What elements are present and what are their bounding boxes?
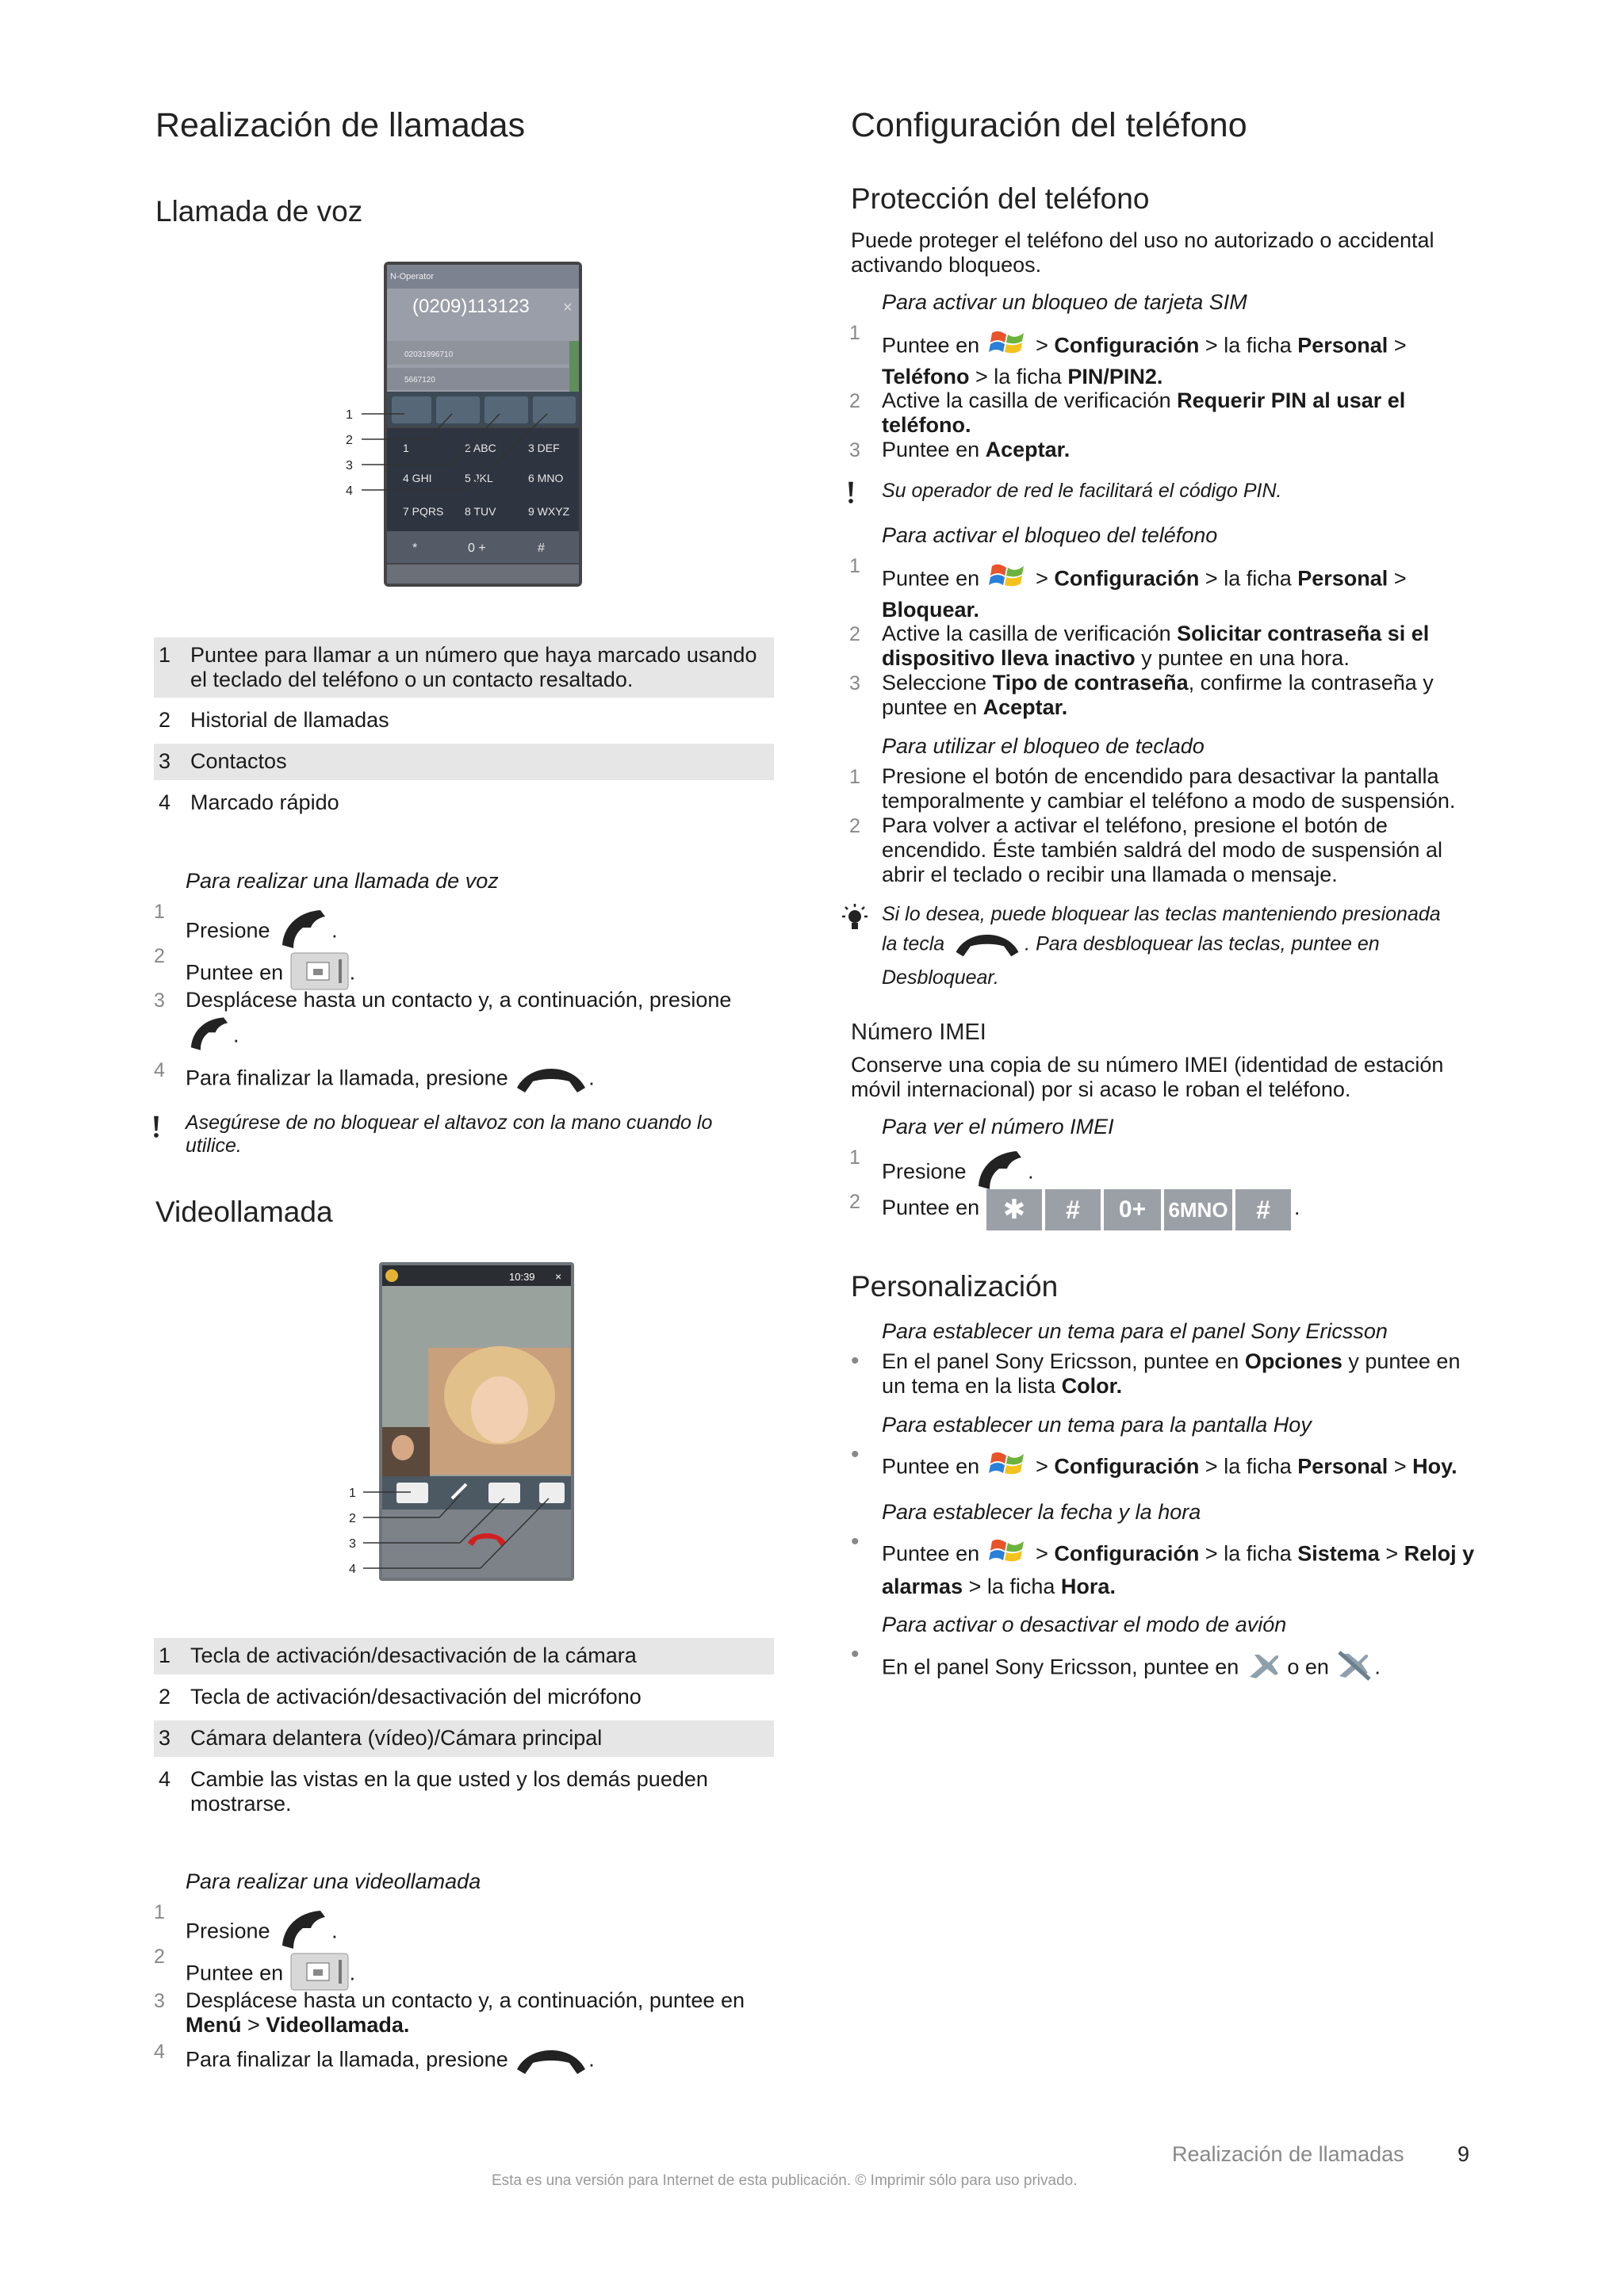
end-call-key-icon	[514, 2039, 588, 2083]
key-hash: #	[1235, 1189, 1291, 1230]
lock-step-2: Active la casilla de verificación Solicitar contraseña si el dispositivo lleva inactivo y puntee en una hora.	[882, 622, 1430, 670]
date-step: Puntee en > Configuración > la ficha Sistema > Reloj y	[882, 1535, 1500, 1575]
call-key-icon	[186, 1013, 233, 1060]
video-legend-row	[154, 1762, 774, 1822]
airplane-mode-on-icon	[1245, 1648, 1281, 1689]
keypad-key-2: 2 ABC	[465, 442, 496, 454]
video-legend-row	[154, 1720, 774, 1757]
callout-3: 3	[349, 1537, 356, 1551]
theme-task-title: Para establecer un tema para el panel Sony Ericsson	[882, 1319, 1388, 1343]
keypad-key-5: 5 JKL	[465, 472, 493, 484]
step-number: 2	[154, 1946, 165, 1968]
legend-text: Historial de llamadas	[190, 708, 389, 732]
sim-step-3: Puntee en Aceptar.	[882, 438, 1071, 461]
voice-step-4: Para finalizar la llamada, presione .	[186, 1058, 595, 1101]
date-task-title: Para establecer la fecha y la hora	[882, 1500, 1201, 1524]
plane-step: En el panel Sony Ericsson, puntee en o en .	[882, 1647, 1381, 1689]
sim-step-1: Puntee en > Configuración > la ficha Personal >	[882, 327, 1492, 367]
legend-number: 3	[159, 1726, 171, 1750]
video-step-2: Puntee en .	[186, 1952, 355, 1997]
call-key-icon	[276, 907, 331, 957]
keypad-key-8: 8 TUV	[465, 505, 496, 518]
video-step-3: Desplácese hasta un contacto y, a continuación, puntee en Menú > Videollamada.	[186, 1988, 745, 2037]
svg-text:×: ×	[563, 299, 573, 316]
today-step: Puntee en > Configuración > la ficha Personal > Hoy.	[882, 1448, 1457, 1488]
bullet: •	[851, 1529, 860, 1555]
keypad-key-star: *	[412, 541, 418, 555]
key-zero: 0+	[1104, 1189, 1161, 1230]
video-legend-row	[154, 1638, 774, 1674]
step-number: 1	[849, 555, 860, 577]
keypad-tip-line-3: Desbloquear.	[882, 966, 999, 989]
step-number: 1	[849, 766, 860, 788]
windows-start-icon	[989, 1448, 1027, 1488]
video-legend-row	[154, 1679, 774, 1716]
keypad-step-2: Para volver a activar el teléfono, presione el botón de encendido. Éste también saldrá del modo de suspensión al abrir el teclado o recibir una llamada o mensaje.	[882, 813, 1442, 886]
voice-step-1: Presione .	[186, 907, 338, 957]
video-task-title: Para realizar una videollamada	[186, 1869, 481, 1893]
windows-start-icon	[989, 327, 1027, 367]
sim-task-title: Para activar un bloqueo de tarjeta SIM	[882, 290, 1247, 314]
video-step-1: Presione .	[186, 1908, 338, 1957]
protection-intro: Puede proteger el teléfono del uso no autorizado o accidental activando bloqueos.	[851, 228, 1434, 277]
bullet: •	[851, 1641, 860, 1667]
bullet: •	[851, 1348, 860, 1374]
end-call-key-icon	[514, 1058, 588, 1101]
phone-history-row-1: 02031996710	[404, 350, 454, 359]
keypad-tip-line-1: Si lo desea, puede bloquear las teclas manteniendo presionada	[882, 903, 1441, 925]
step-number: 1	[849, 1146, 860, 1169]
windows-start-icon	[989, 560, 1027, 600]
step-number: 3	[154, 989, 165, 1012]
sim-note: Su operador de red le facilitará el código PIN.	[882, 480, 1282, 502]
keypad-tip-line-2: la tecla . Para desbloquear las teclas, puntee en	[882, 924, 1380, 966]
end-call-key-icon	[950, 924, 1025, 966]
step-number: 3	[849, 672, 860, 695]
personalization-heading: Personalización	[851, 1270, 1059, 1303]
keypad-key-6: 6 MNO	[528, 472, 564, 484]
legend-number: 4	[159, 790, 171, 814]
imei-step-2: Puntee en	[882, 1196, 980, 1219]
legend-text: Tecla de activación/desactivación de la cámara	[190, 1644, 637, 1667]
section-title-calls: Realización de llamadas	[155, 106, 526, 144]
windows-start-icon	[989, 1535, 1027, 1575]
legend-number: 1	[159, 643, 171, 667]
voice-task-title: Para realizar una llamada de voz	[186, 869, 499, 893]
lock-step-3: Seleccione Tipo de contraseña, confirme la contraseña y puntee en Aceptar.	[882, 671, 1434, 719]
call-key-icon	[276, 1908, 331, 1957]
step-number: 4	[154, 2041, 165, 2063]
lock-task-title: Para activar el bloqueo del teléfono	[882, 523, 1218, 547]
keypad-key-4: 4 GHI	[403, 472, 432, 484]
exclamation-icon	[152, 1112, 160, 1143]
step-number: 2	[849, 623, 860, 645]
today-task-title: Para establecer un tema para la pantalla Hoy	[882, 1413, 1312, 1437]
voice-step-3: Desplácese hasta un contacto y, a continuación, presione	[186, 988, 732, 1012]
phone-number-display: (0209)113123	[412, 296, 530, 317]
footer-section-name: Realización de llamadas	[1172, 2142, 1404, 2166]
lock-step-1: Puntee en > Configuración > la ficha Personal >	[882, 560, 1492, 600]
step-number: 3	[154, 1990, 165, 2012]
video-call-phone-image	[341, 1261, 587, 1594]
callout-3: 3	[346, 459, 353, 473]
voice-legend-row	[154, 702, 774, 739]
imei-heading: Número IMEI	[851, 1020, 986, 1045]
keypad-task-title: Para utilizar el bloqueo de teclado	[882, 734, 1205, 758]
legend-text: Cambie las vistas en la que usted y los demás pueden mostrarse.	[190, 1767, 708, 1816]
voice-legend-row	[154, 785, 774, 821]
keypad-step-1: Presione el botón de encendido para desactivar la pantalla temporalmente y cambiar el teléfono a modo de suspensión.	[882, 764, 1456, 813]
legend-number: 2	[159, 1685, 171, 1709]
imei-step-1: Presione .	[882, 1148, 1034, 1198]
plane-task-title: Para activar o desactivar el modo de avión	[882, 1613, 1287, 1636]
lightbulb-tip-icon	[839, 902, 871, 937]
step-number: 3	[849, 439, 860, 461]
key-hash: #	[1045, 1189, 1101, 1230]
section-title-settings: Configuración del teléfono	[851, 106, 1247, 144]
keypad-key-1: 1	[403, 442, 409, 454]
callout-4: 4	[349, 1563, 356, 1576]
video-step-4: Para finalizar la llamada, presione .	[186, 2039, 595, 2083]
voice-call-heading: Llamada de voz	[155, 195, 363, 228]
step-number: 1	[849, 322, 860, 344]
legend-text: Marcado rápido	[190, 790, 339, 814]
theme-step: En el panel Sony Ericsson, puntee en Opciones y puntee en un tema en la lista Color.	[882, 1349, 1461, 1398]
step-number: 1	[154, 901, 165, 923]
imei-task-title: Para ver el número IMEI	[882, 1115, 1114, 1138]
imei-key-sequence	[986, 1189, 1291, 1230]
step-number: 2	[849, 390, 860, 412]
step-number: 1	[154, 1901, 165, 1923]
svg-text:×: ×	[555, 1270, 562, 1283]
voice-step-2: Puntee en .	[186, 951, 355, 997]
exclamation-icon	[847, 477, 855, 509]
voice-note: Asegúrese de no bloquear el altavoz con la mano cuando lo utilice.	[186, 1112, 713, 1157]
voice-legend-row	[154, 744, 774, 780]
voice-legend-row	[154, 637, 774, 698]
date-step-cont: alarmas > la ficha Hora.	[882, 1575, 1116, 1598]
video-status-time: 10:39	[509, 1271, 535, 1283]
legend-number: 4	[159, 1767, 171, 1791]
callout-1: 1	[346, 408, 353, 422]
phone-history-row-2: 5667120	[404, 376, 435, 385]
legend-text: Cámara delantera (vídeo)/Cámara principal	[190, 1726, 603, 1750]
callout-2: 2	[346, 434, 353, 447]
keypad-key-hash: #	[538, 541, 545, 555]
keypad-key-3: 3 DEF	[528, 442, 560, 454]
video-call-heading: Videollamada	[155, 1196, 333, 1228]
voice-call-phone-image	[333, 262, 595, 595]
step-number: 2	[849, 1191, 860, 1213]
callout-2: 2	[349, 1512, 356, 1525]
keypad-key-9: 9 WXYZ	[528, 505, 570, 518]
footer-notice: Esta es una versión para Internet de esta publicación. © Imprimir sólo para uso privado.	[492, 2172, 1078, 2189]
airplane-mode-off-icon	[1335, 1647, 1374, 1689]
legend-text: Contactos	[190, 749, 287, 773]
sim-step-2: Active la casilla de verificación Requerir PIN al usar el teléfono.	[882, 388, 1406, 437]
voice-step-3-icon: .	[186, 1013, 239, 1060]
keypad-key-7: 7 PQRS	[403, 505, 444, 518]
legend-text: Tecla de activación/desactivación del micrófono	[190, 1685, 642, 1709]
step-number: 2	[154, 945, 165, 967]
imei-intro: Conserve una copia de su número IMEI (identidad de estación móvil internacional) por si acaso le roban el teléfono.	[851, 1053, 1444, 1101]
page-number: 9	[1457, 2142, 1470, 2166]
step-number: 4	[154, 1059, 165, 1081]
key-star: ✱	[986, 1189, 1042, 1230]
key-six: 6MNO	[1164, 1189, 1232, 1230]
protection-heading: Protección del teléfono	[851, 182, 1150, 215]
legend-number: 1	[159, 1644, 171, 1667]
legend-number: 2	[159, 708, 171, 732]
callout-4: 4	[346, 484, 353, 498]
legend-number: 3	[159, 749, 171, 773]
legend-text: Puntee para llamar a un número que haya marcado usando el teclado del teléfono o un contacto resaltado.	[190, 643, 757, 691]
phone-operator-label: N-Operator	[390, 272, 435, 281]
bullet: •	[851, 1441, 860, 1468]
callout-1: 1	[349, 1487, 356, 1500]
step-number: 2	[849, 815, 860, 837]
keypad-key-0: 0 +	[468, 541, 486, 555]
period: .	[1294, 1196, 1300, 1219]
sim-step-1-cont: Teléfono > la ficha PIN/PIN2.	[882, 365, 1163, 388]
lock-step-1-cont: Bloquear.	[882, 598, 980, 622]
